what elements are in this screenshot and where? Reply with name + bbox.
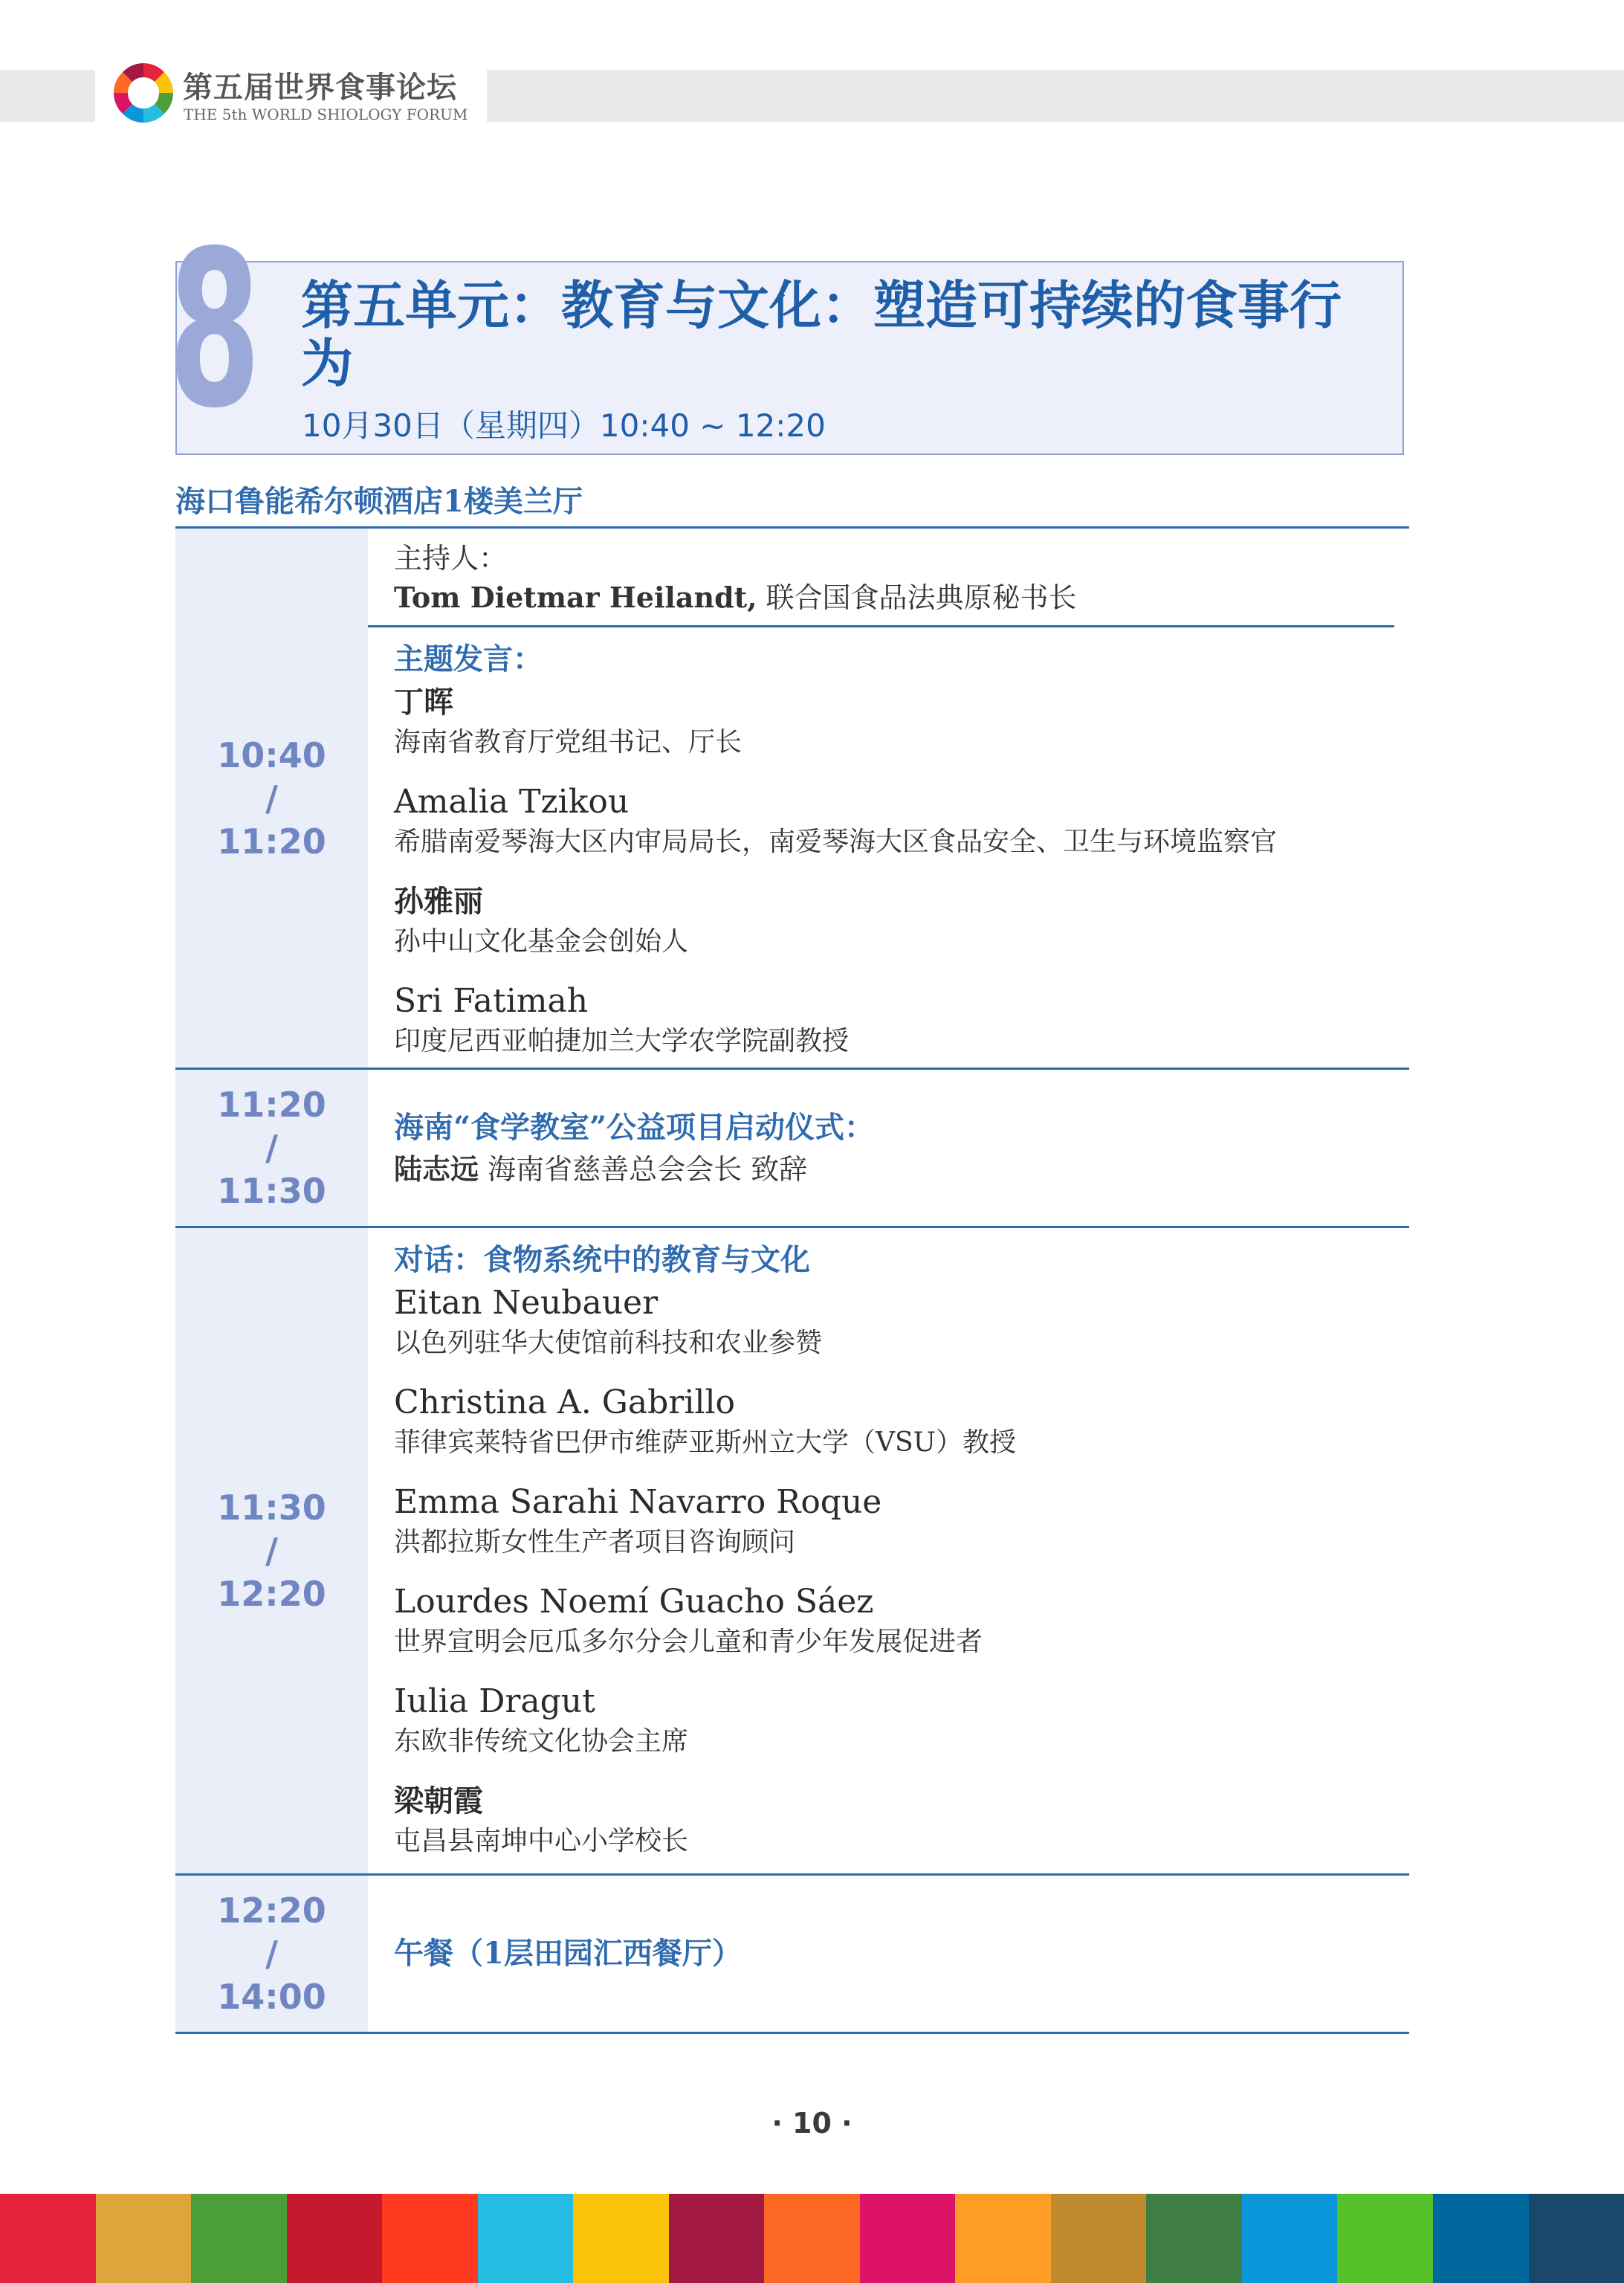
launch-speaker-line [394, 1149, 1394, 1189]
footer-stripe [669, 2194, 765, 2283]
speaker-item [394, 1680, 1394, 1760]
speaker-item [394, 681, 1394, 761]
time-start: 11:20 [217, 1085, 326, 1125]
time-start: 12:20 [217, 1890, 326, 1931]
time-separator: / [265, 1128, 278, 1168]
footer-stripe [382, 2194, 478, 2283]
agenda-content [368, 1876, 1409, 2032]
footer-stripe [860, 2194, 956, 2283]
speaker-name: Amalia Tzikou [394, 783, 630, 821]
header-band-right [487, 70, 1624, 122]
speaker-name: 梁朝霞 [394, 1783, 483, 1818]
speaker-title: 以色列驻华大使馆前科技和农业参赞 [394, 1328, 823, 1358]
footer-stripe [287, 2194, 383, 2283]
keynote-heading: 主题发言： [394, 642, 543, 676]
launch-speaker-name: 陆志远 [394, 1152, 479, 1186]
speaker-name: Iulia Dragut [394, 1682, 595, 1720]
time-cell [175, 1876, 368, 2032]
speaker-name: Eitan Neubauer [394, 1284, 659, 1322]
forum-title: 第五届世界食事论坛 [183, 70, 457, 105]
time-separator: / [265, 1531, 278, 1571]
forum-subtitle: THE 5th WORLD SHIOLOGY FORUM [184, 106, 468, 123]
speaker-name: Lourdes Noemí Guacho Sáez [394, 1583, 874, 1621]
time-end: 11:20 [217, 821, 326, 862]
forum-logo-icon [111, 61, 175, 125]
speaker-title: 印度尼西亚帕捷加兰大学农学院副教授 [394, 1026, 850, 1056]
speaker-title: 屯昌县南坤中心小学校长 [394, 1826, 689, 1856]
venue: 海口鲁能希尔顿酒店1楼美兰厅 [175, 484, 583, 519]
speaker-name: Christina A. Gabrillo [394, 1383, 736, 1421]
speaker-title: 洪都拉斯女性生产者项目咨询顾问 [394, 1527, 796, 1557]
launch-speaker-role: 海南省慈善总会会长 致辞 [479, 1153, 808, 1186]
speaker-name: 孙雅丽 [394, 884, 483, 919]
footer-stripe [1146, 2194, 1242, 2283]
speaker-name: Emma Sarahi Navarro Roque [394, 1483, 882, 1521]
color-stripe-footer [0, 2194, 1624, 2283]
time-range [217, 1486, 326, 1615]
speaker-title: 海南省教育厅党组书记、厅长 [394, 727, 743, 758]
speaker-item [394, 1481, 1394, 1561]
footer-stripe [478, 2194, 574, 2283]
host-label: 主持人： [394, 542, 508, 575]
footer-stripe [1529, 2194, 1624, 2283]
time-cell [175, 1070, 368, 1226]
host-name: Tom Dietmar Heilandt, [394, 581, 757, 614]
speaker-name: 丁晖 [394, 685, 453, 720]
agenda-row [175, 1068, 1409, 1226]
header-band-left [0, 70, 95, 122]
keynote-block [368, 625, 1394, 1068]
session-date: 10月30日（星期四）10:40 ~ 12:20 [302, 407, 826, 444]
host-block [394, 529, 1394, 625]
agenda-content [368, 1070, 1409, 1226]
time-separator: / [265, 1934, 278, 1974]
speaker-item [394, 781, 1394, 861]
lunch-heading: 午餐（1层田园汇西餐厅） [394, 1936, 742, 1971]
speaker-item [394, 1381, 1394, 1462]
time-end: 11:30 [217, 1171, 326, 1211]
speaker-item [394, 1282, 1394, 1362]
footer-stripe [1337, 2194, 1433, 2283]
footer-stripe [0, 2194, 96, 2283]
host-title: 联合国食品法典原秘书长 [757, 581, 1077, 614]
speaker-item [394, 1580, 1394, 1661]
speaker-title: 孙中山文化基金会创始人 [394, 926, 689, 957]
agenda-row [175, 1873, 1409, 2034]
page-number: · 10 · [771, 2107, 853, 2140]
footer-stripe [764, 2194, 860, 2283]
speaker-item [394, 980, 1394, 1060]
footer-stripe [573, 2194, 669, 2283]
session-title: 第五单元：教育与文化：塑造可持续的食事行为 [301, 275, 1342, 394]
time-separator: / [265, 778, 278, 818]
dialogue-heading: 对话：食物系统中的教育与文化 [394, 1242, 810, 1277]
agenda-table [175, 526, 1409, 2034]
agenda-content [368, 529, 1409, 1068]
footer-stripe [191, 2194, 287, 2283]
agenda-row [175, 1226, 1409, 1873]
footer-stripe [1242, 2194, 1338, 2283]
time-cell [175, 529, 368, 1068]
agenda-content [368, 1228, 1409, 1873]
footer-stripe [96, 2194, 192, 2283]
footer-stripe [1051, 2194, 1147, 2283]
launch-ceremony-heading: 海南“食学教室”公益项目启动仪式： [394, 1110, 875, 1145]
time-range [217, 734, 326, 863]
session-number: 8 [168, 205, 259, 456]
time-cell [175, 1228, 368, 1873]
time-start: 11:30 [217, 1488, 326, 1528]
time-start: 10:40 [217, 734, 326, 775]
speaker-name: Sri Fatimah [394, 982, 589, 1020]
footer-stripe [1433, 2194, 1529, 2283]
time-end: 14:00 [217, 1977, 326, 2017]
speaker-title: 菲律宾莱特省巴伊市维萨亚斯州立大学（VSU）教授 [394, 1427, 1017, 1458]
speaker-item [394, 880, 1394, 960]
time-range [217, 1889, 326, 2018]
speaker-title: 希腊南爱琴海大区内审局局长，南爱琴海大区食品安全、卫生与环境监察官 [394, 827, 1278, 857]
footer-stripe [955, 2194, 1051, 2283]
time-end: 12:20 [217, 1574, 326, 1614]
speaker-title: 东欧非传统文化协会主席 [394, 1726, 689, 1757]
speaker-title: 世界宣明会厄瓜多尔分会儿童和青少年发展促进者 [394, 1627, 983, 1657]
time-range [217, 1083, 326, 1212]
agenda-row [175, 526, 1409, 1068]
host-line [394, 578, 1394, 618]
speaker-item [394, 1780, 1394, 1860]
